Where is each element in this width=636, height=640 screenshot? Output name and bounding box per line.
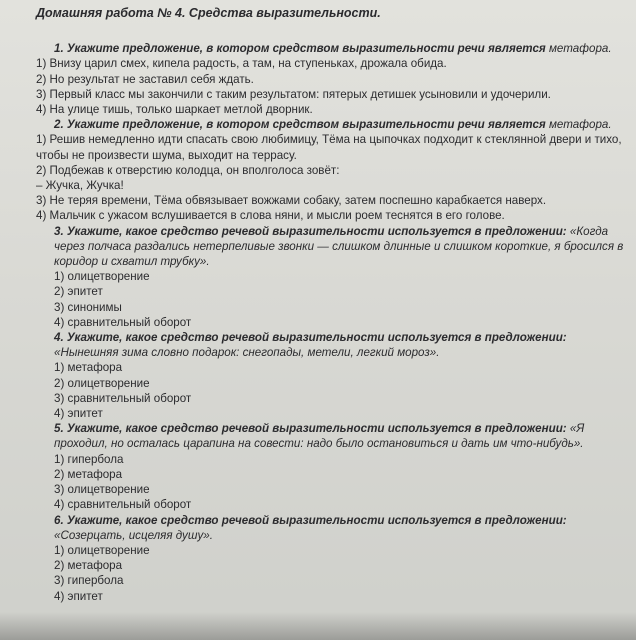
question-6-option-2: 2) метафора bbox=[54, 559, 123, 573]
question-5-text: 5. Укажите, какое средство речевой выразительности используется в предложении: bbox=[54, 422, 567, 436]
question-5-quote: «Я проходил, но осталась царапина на совести: надо было остановиться и дать им что-нибудь». bbox=[54, 422, 585, 451]
question-4-option-2: 2) олицетворение bbox=[54, 376, 150, 390]
question-4-option-4: 4) эпитет bbox=[54, 407, 103, 421]
question-2 bbox=[36, 117, 626, 223]
question-1-option-4: 4) На улице тишь, только шаркает метлой дворник. bbox=[36, 103, 313, 117]
question-4-option-1: 1) метафора bbox=[54, 361, 123, 375]
question-4-quote: «Нынешняя зима словно подарок: снегопады, метели, легкий мороз». bbox=[54, 346, 440, 360]
question-6-option-1: 1) олицетворение bbox=[54, 543, 150, 557]
question-5-option-4: 4) сравнительный оборот bbox=[54, 498, 192, 512]
question-6-quote: «Созерцать, исцеляя душу». bbox=[54, 528, 213, 542]
question-6 bbox=[36, 513, 626, 604]
question-2-term: метафора. bbox=[548, 118, 612, 132]
question-2-option-4: 4) Мальчик с ужасом вслушивается в слова няни, и мысли роем теснятся в его голове. bbox=[36, 209, 505, 223]
question-6-option-4: 4) эпитет bbox=[54, 589, 103, 603]
question-1-prompt bbox=[36, 41, 626, 56]
question-4-text: 4. Укажите, какое средство речевой выразительности используется в предложении: bbox=[54, 331, 567, 345]
question-6-text: 6. Укажите, какое средство речевой выразительности используется в предложении: bbox=[54, 513, 567, 527]
question-5-option-1: 1) гипербола bbox=[54, 452, 124, 466]
document-title: Домашняя работа № 4. Средства выразительности. bbox=[36, 6, 381, 20]
question-2-prompt bbox=[36, 117, 626, 132]
question-3-text: 3. Укажите, какое средство речевой выразительности используется в предложении: bbox=[54, 224, 567, 238]
question-2-option-2: 2) Подбежав к отверстию колодца, он вполголоса зовёт: bbox=[36, 163, 340, 177]
question-5-option-3: 3) олицетворение bbox=[54, 483, 150, 497]
question-6-option-3: 3) гипербола bbox=[54, 574, 124, 588]
question-2-option-3: 3) Не теряя времени, Тёма обвязывает вожжами собаку, затем поспешно карабкается наверх. bbox=[36, 194, 547, 208]
question-3-option-4: 4) сравнительный оборот bbox=[54, 315, 192, 329]
question-1-option-2: 2) Но результат не заставил себя ждать. bbox=[36, 72, 254, 86]
question-1 bbox=[36, 41, 626, 117]
question-3-option-2: 2) эпитет bbox=[54, 285, 103, 299]
question-5-prompt bbox=[36, 421, 626, 451]
question-3-quote: «Когда через полчаса раздались нетерпеливые звонки — слишком длинные и слишком короткие, я бросился в коридор и схватил трубку». bbox=[54, 224, 624, 269]
question-3-prompt bbox=[36, 224, 626, 270]
question-3-option-1: 1) олицетворение bbox=[54, 270, 150, 284]
question-2-text: 2. Укажите предложение, в котором средством выразительности речи является bbox=[54, 118, 546, 132]
question-5-option-2: 2) метафора bbox=[54, 467, 123, 481]
question-1-option-1: 1) Внизу царил смех, кипела радость, а там, на ступеньках, дрожала обида. bbox=[36, 57, 447, 71]
question-4-option-3: 3) сравнительный оборот bbox=[54, 391, 192, 405]
question-3 bbox=[36, 224, 626, 330]
homework-document bbox=[36, 6, 626, 604]
question-1-option-3: 3) Первый класс мы закончили с таким результатом: пятерых детишек усыновили и удочерили. bbox=[36, 87, 551, 101]
question-1-text: 1. Укажите предложение, в котором средством выразительности речи является bbox=[54, 42, 546, 56]
question-4 bbox=[36, 330, 626, 421]
question-2-dialogue: – Жучка, Жучка! bbox=[36, 179, 124, 193]
question-5 bbox=[36, 421, 626, 512]
question-2-option-1: 1) Решив немедленно идти спасать свою любимицу, Тёма на цыпочках подходит к стеклянной двери и тихо, чтобы не произвести шума, выходит на террасу. bbox=[36, 133, 622, 162]
question-1-term: метафора. bbox=[548, 42, 612, 56]
page-edge-shadow bbox=[0, 612, 636, 640]
question-3-option-3: 3) синонимы bbox=[54, 300, 122, 314]
